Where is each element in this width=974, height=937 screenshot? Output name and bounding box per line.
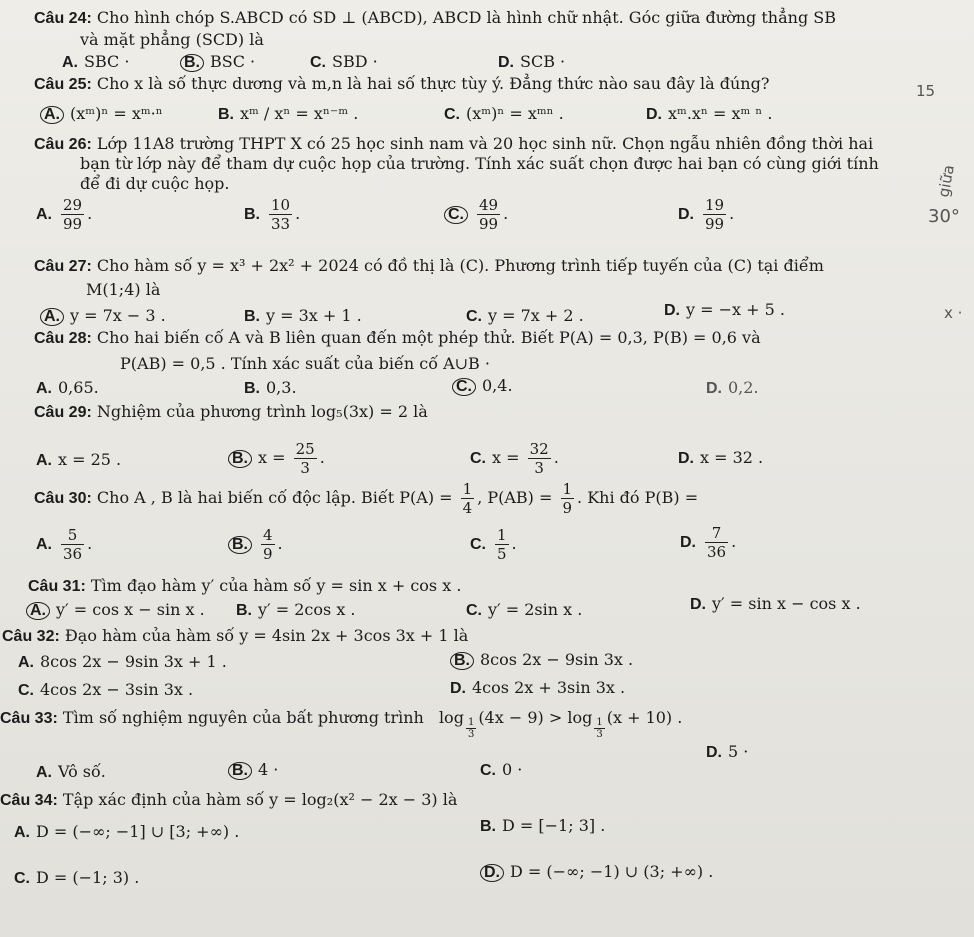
option-value: 4 · xyxy=(258,760,279,779)
denominator: 33 xyxy=(271,215,291,233)
denominator: 9 xyxy=(263,545,273,563)
option-value: y = 7x − 3 . xyxy=(70,306,166,325)
option-value: 0 · xyxy=(502,760,523,779)
option-27-b[interactable] xyxy=(244,306,362,327)
question-text: Cho A , B là hai biến cố độc lập. Biết P(A) = xyxy=(96,488,458,507)
option-30-b[interactable]: B. $\frac{4}{9}$ . xyxy=(228,526,283,563)
question-34 xyxy=(0,790,457,811)
numerator: 25 xyxy=(295,440,315,458)
question-text: Cho hàm số y = x³ + 2x² + 2024 có đồ thị là (C). Phương trình tiếp tuyến của (C) tại điểm xyxy=(96,256,824,275)
option-value: y′ = 2sin x . xyxy=(488,600,583,619)
selected-option-label: D. xyxy=(480,864,504,882)
option-value: SCB · xyxy=(520,52,566,71)
numerator: 4 xyxy=(263,526,273,544)
question-label: Câu 30: xyxy=(34,490,92,507)
question-27-cont xyxy=(86,280,160,300)
option-label: C. xyxy=(470,536,486,553)
question-text: , P(AB) = xyxy=(477,488,558,507)
option-label: A. xyxy=(18,654,34,671)
option-34-d[interactable] xyxy=(480,862,713,882)
option-24-a[interactable] xyxy=(62,52,129,73)
option-27-a[interactable] xyxy=(40,306,166,326)
option-29-c[interactable]: C. x = $\frac{32}{3}$ . xyxy=(470,440,559,477)
expression: (4x − 9) > xyxy=(478,708,568,727)
log-base xyxy=(594,717,604,740)
question-text: Tập xác định của hàm số y = log₂(x² − 2x − 3) là xyxy=(62,790,458,809)
option-value: 0,2. xyxy=(728,378,759,397)
question-text: và mặt phẳng (SCD) là xyxy=(80,30,264,49)
question-26 xyxy=(34,134,873,155)
option-label: D. xyxy=(498,54,514,71)
option-value: y = 7x + 2 . xyxy=(488,306,584,325)
option-label: C. xyxy=(480,762,496,779)
option-label: C. xyxy=(470,450,486,467)
question-text: Lớp 11A8 trường THPT X có 25 học sinh nam và 20 học sinh nữ. Chọn ngẫu nhiên đồng thời hai xyxy=(96,134,874,153)
question-text: để đi dự cuộc họp. xyxy=(80,174,230,193)
option-label: D. xyxy=(678,206,694,223)
option-27-c[interactable] xyxy=(466,306,584,327)
log-base xyxy=(466,717,476,740)
denominator: 9 xyxy=(562,499,573,517)
option-31-b[interactable] xyxy=(236,600,356,621)
option-27-d[interactable] xyxy=(664,300,785,321)
option-label: D. xyxy=(646,106,662,123)
question-32 xyxy=(2,626,468,647)
selected-option-label: A. xyxy=(26,602,50,620)
question-25 xyxy=(34,74,769,95)
option-32-d[interactable] xyxy=(450,678,625,699)
option-label: D. xyxy=(706,744,722,761)
question-text: Tìm số nghiệm nguyên của bất phương trình xyxy=(62,708,424,727)
option-value: 4cos 2x − 3sin 3x . xyxy=(40,680,194,699)
option-25-a[interactable] xyxy=(40,104,163,124)
option-label: B. xyxy=(244,308,260,325)
numerator: 10 xyxy=(271,196,291,214)
option-value: D = (−1; 3) . xyxy=(36,868,140,887)
option-value: y′ = sin x − cos x . xyxy=(712,594,861,613)
option-value: x = xyxy=(258,448,291,467)
option-value: D = [−1; 3] . xyxy=(502,816,606,835)
option-34-c[interactable] xyxy=(14,868,139,889)
question-30 xyxy=(34,480,698,517)
option-30-a[interactable]: A. $\frac{5}{36}$ . xyxy=(36,526,93,563)
option-31-c[interactable] xyxy=(466,600,582,621)
option-29-a[interactable] xyxy=(36,450,121,471)
numerator: 1 xyxy=(562,480,573,498)
denominator: 99 xyxy=(479,215,499,233)
question-29 xyxy=(34,402,428,423)
question-31 xyxy=(28,576,461,597)
option-label: A. xyxy=(36,536,52,553)
selected-option-label: A. xyxy=(40,106,64,124)
question-label: Câu 32: xyxy=(2,628,60,645)
option-26-d[interactable]: D. $\frac{19}{99}$ . xyxy=(678,196,735,233)
option-34-b[interactable] xyxy=(480,816,605,837)
option-29-d[interactable] xyxy=(678,448,763,469)
numerator: 19 xyxy=(705,196,725,214)
option-value: x = 25 . xyxy=(58,450,122,469)
margin-note: x · xyxy=(944,304,963,322)
denominator: 99 xyxy=(63,215,83,233)
denominator: 99 xyxy=(705,215,725,233)
option-value: 0,65. xyxy=(58,378,99,397)
option-value: xᵐ.xⁿ = xᵐ ⁿ . xyxy=(668,104,773,123)
question-text: Cho hình chóp S.ABCD có SD ⊥ (ABCD), ABCD là hình chữ nhật. Góc giữa đường thẳng SB xyxy=(96,8,836,27)
option-32-c[interactable] xyxy=(18,680,193,701)
fraction xyxy=(477,196,500,233)
question-text: . Khi đó P(B) = xyxy=(577,488,699,507)
option-33-a[interactable] xyxy=(36,762,106,783)
option-value: 5 · xyxy=(728,742,749,761)
option-30-d[interactable]: D. $\frac{7}{36}$ . xyxy=(680,524,737,561)
denominator: 36 xyxy=(63,545,83,563)
question-label: Câu 28: xyxy=(34,330,92,347)
option-33-b[interactable] xyxy=(228,760,278,780)
option-label: D. xyxy=(690,596,706,613)
option-25-d[interactable] xyxy=(646,104,772,125)
question-label: Câu 24: xyxy=(34,10,92,27)
option-value: xᵐ / xⁿ = xⁿ⁻ᵐ . xyxy=(240,104,359,123)
denominator: 5 xyxy=(497,545,507,563)
fraction xyxy=(495,526,509,563)
question-26-cont2 xyxy=(80,174,229,194)
option-label: B. xyxy=(244,206,260,223)
fraction xyxy=(294,440,317,477)
option-value: BSC · xyxy=(210,52,256,71)
option-28-d[interactable] xyxy=(706,378,759,399)
option-25-c[interactable] xyxy=(444,104,564,125)
option-33-d[interactable] xyxy=(706,742,748,763)
option-28-b[interactable] xyxy=(244,378,297,399)
option-value: y′ = 2cos x . xyxy=(258,600,356,619)
option-28-a[interactable] xyxy=(36,378,99,399)
fraction xyxy=(61,526,84,563)
option-30-c[interactable]: C. $\frac{1}{5}$ . xyxy=(470,526,517,563)
question-text: Tìm đạo hàm y′ của hàm số y = sin x + cos x . xyxy=(90,576,462,595)
question-26-cont xyxy=(80,154,879,174)
option-32-b[interactable] xyxy=(450,650,633,670)
numerator: 1 xyxy=(462,480,473,498)
question-33 xyxy=(0,708,682,740)
denominator: 4 xyxy=(462,499,473,517)
fraction xyxy=(461,480,475,517)
option-label: B. xyxy=(218,106,234,123)
option-label: B. xyxy=(480,818,496,835)
option-25-b[interactable] xyxy=(218,104,358,125)
selected-option-label: B. xyxy=(228,536,252,554)
question-24-cont xyxy=(80,30,264,50)
question-label: Câu 25: xyxy=(34,76,92,93)
fraction xyxy=(705,524,728,561)
selected-option-label: B. xyxy=(180,54,204,72)
question-label: Câu 26: xyxy=(34,136,92,153)
option-label: C. xyxy=(466,308,482,325)
option-label: C. xyxy=(14,870,30,887)
option-label: C. xyxy=(466,602,482,619)
option-value: (xᵐ)ⁿ = xᵐⁿ . xyxy=(466,104,564,123)
fraction xyxy=(61,196,84,233)
denominator: 36 xyxy=(707,543,727,561)
log-symbol: log xyxy=(567,708,593,727)
question-28-cont xyxy=(120,354,490,374)
margin-note: giữa xyxy=(934,163,958,199)
option-31-a[interactable] xyxy=(26,600,205,620)
fraction xyxy=(561,480,575,517)
option-value: Vô số. xyxy=(58,762,106,781)
numerator: 1 xyxy=(497,526,507,544)
option-26-b[interactable]: B. $\frac{10}{33}$ . xyxy=(244,196,301,233)
option-label: D. xyxy=(678,450,694,467)
question-27 xyxy=(34,256,824,277)
question-text: M(1;4) là xyxy=(86,280,161,299)
question-label: Câu 29: xyxy=(34,404,92,421)
option-value: 0,3. xyxy=(266,378,297,397)
question-text: Đạo hàm của hàm số y = 4sin 2x + 3cos 3x + 1 là xyxy=(64,626,469,645)
option-32-a[interactable] xyxy=(18,652,227,673)
option-26-a[interactable]: A. $\frac{29}{99}$ . xyxy=(36,196,93,233)
option-34-a[interactable] xyxy=(14,822,239,843)
denominator: 3 xyxy=(596,729,603,740)
option-value: 8cos 2x − 9sin 3x . xyxy=(480,650,634,669)
numerator: 1 xyxy=(596,717,603,728)
denominator: 3 xyxy=(467,729,475,740)
option-label: B. xyxy=(244,380,260,397)
option-24-b[interactable] xyxy=(180,52,255,72)
option-33-c[interactable] xyxy=(480,760,522,781)
option-label: C. xyxy=(310,54,326,71)
option-value: D = (−∞; −1] ∪ [3; +∞) . xyxy=(36,822,240,841)
fraction xyxy=(269,196,292,233)
option-label: A. xyxy=(36,764,52,781)
selected-option-label: C. xyxy=(444,206,468,224)
option-label: A. xyxy=(14,824,30,841)
option-26-c[interactable]: C. $\frac{49}{99}$ . xyxy=(444,196,508,233)
option-29-b[interactable]: B. x = $\frac{25}{3}$ . xyxy=(228,440,325,477)
margin-note: 30° xyxy=(928,206,960,227)
option-label: A. xyxy=(36,452,52,469)
option-label: A. xyxy=(36,206,52,223)
log-symbol: log xyxy=(438,708,464,727)
question-text: Cho hai biến cố A và B liên quan đến một phép thử. Biết P(A) = 0,3, P(B) = 0,6 và xyxy=(96,328,761,347)
question-text: Cho x là số thực dương và m,n là hai số thực tùy ý. Đẳng thức nào sau đây là đúng? xyxy=(96,74,770,93)
selected-option-label: C. xyxy=(452,378,476,396)
numerator: 5 xyxy=(61,526,84,545)
question-label: Câu 27: xyxy=(34,258,92,275)
option-value: (xᵐ)ⁿ = xᵐ·ⁿ xyxy=(70,104,163,123)
numerator: 32 xyxy=(529,440,549,458)
option-value: 0,4. xyxy=(482,376,513,395)
option-28-c[interactable] xyxy=(452,376,513,396)
option-label: C. xyxy=(444,106,460,123)
numerator: 7 xyxy=(705,524,728,543)
question-text: bạn từ lớp này để tham dự cuộc họp của trường. Tính xác suất chọn được hai bạn có cùng giới tính xyxy=(80,154,879,173)
denominator: 3 xyxy=(300,459,310,477)
fraction xyxy=(528,440,551,477)
option-24-c[interactable] xyxy=(310,52,378,73)
option-value: SBC · xyxy=(84,52,130,71)
option-label: D. xyxy=(680,534,696,551)
option-value: 4cos 2x + 3sin 3x . xyxy=(472,678,626,697)
selected-option-label: B. xyxy=(228,450,252,468)
option-24-d[interactable] xyxy=(498,52,565,73)
fraction xyxy=(703,196,726,233)
selected-option-label: B. xyxy=(228,762,252,780)
option-label: D. xyxy=(450,680,466,697)
expression: (x + 10) . xyxy=(606,708,683,727)
option-value: y′ = cos x − sin x . xyxy=(56,600,205,619)
option-value: SBD · xyxy=(332,52,378,71)
selected-option-label: A. xyxy=(40,308,64,326)
option-value: y = 3x + 1 . xyxy=(266,306,362,325)
fraction xyxy=(261,526,275,563)
question-24 xyxy=(34,8,836,29)
option-value: y = −x + 5 . xyxy=(686,300,785,319)
question-text: Nghiệm của phương trình log₅(3x) = 2 là xyxy=(96,402,428,421)
denominator: 3 xyxy=(534,459,544,477)
question-label: Câu 34: xyxy=(0,792,58,809)
option-label: B. xyxy=(236,602,252,619)
option-label: A. xyxy=(62,54,78,71)
question-28 xyxy=(34,328,761,349)
numerator: 49 xyxy=(479,196,499,214)
numerator: 1 xyxy=(467,717,475,728)
selected-option-label: B. xyxy=(450,652,474,670)
question-label: Câu 31: xyxy=(28,578,86,595)
question-text: P(AB) = 0,5 . Tính xác suất của biến cố A∪B · xyxy=(120,354,490,373)
question-label: Câu 33: xyxy=(0,710,58,727)
numerator: 29 xyxy=(63,196,83,214)
option-value: D = (−∞; −1) ∪ (3; +∞) . xyxy=(510,862,714,881)
option-label: C. xyxy=(18,682,34,699)
option-value: x = xyxy=(492,448,525,467)
option-label: D. xyxy=(706,380,722,397)
option-value: x = 32 . xyxy=(700,448,764,467)
option-label: D. xyxy=(664,302,680,319)
margin-note: 15 xyxy=(916,82,936,100)
option-label: A. xyxy=(36,380,52,397)
option-value: 8cos 2x − 9sin 3x + 1 . xyxy=(40,652,227,671)
option-31-d[interactable] xyxy=(690,594,861,615)
